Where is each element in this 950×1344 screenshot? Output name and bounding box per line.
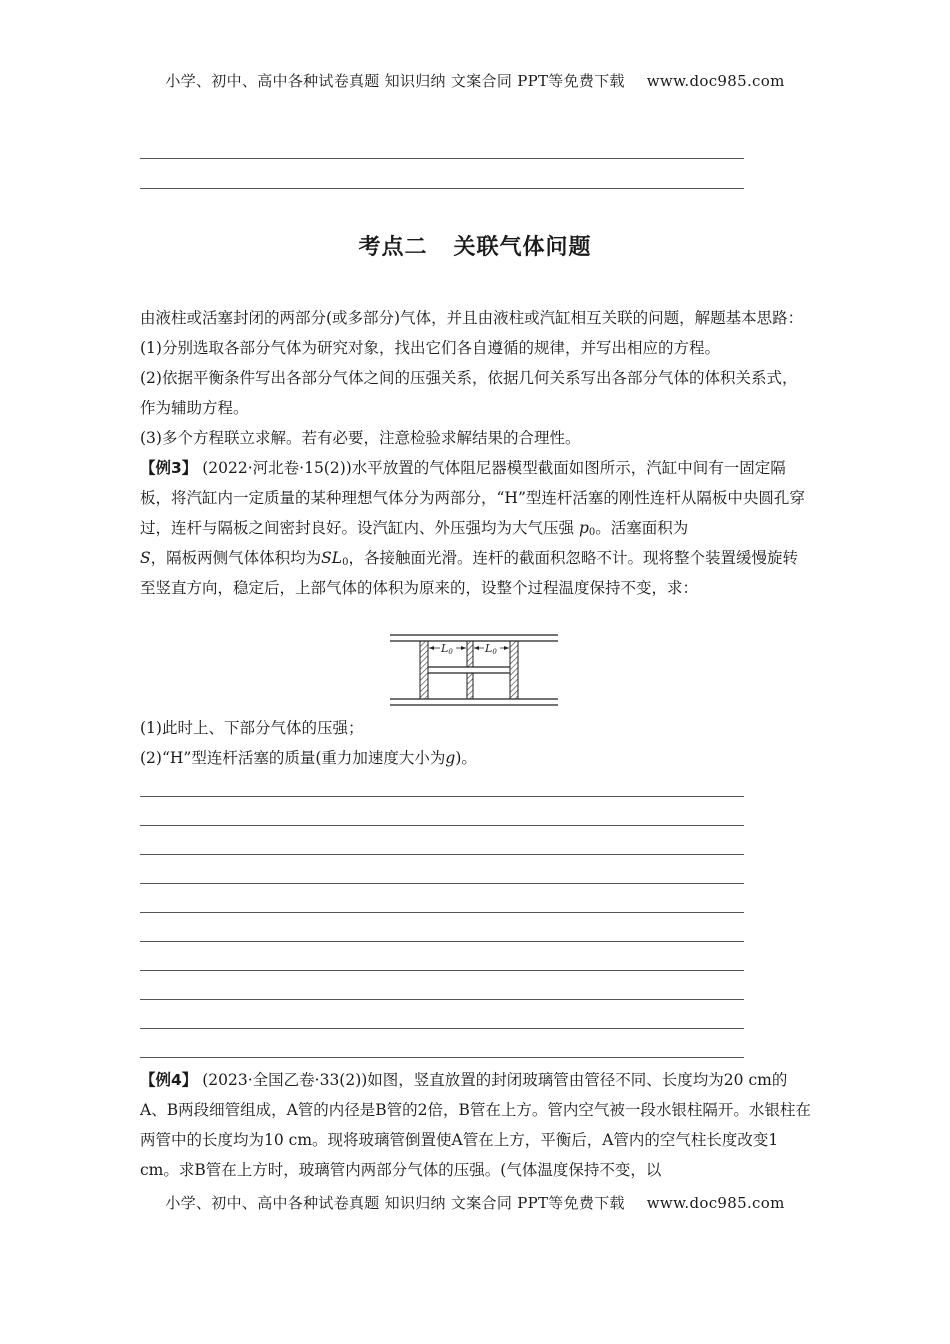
page-footer <box>0 1192 950 1213</box>
intro-paragraph: 由液柱或活塞封闭的两部分(或多部分)气体，并且由液柱或汽缸相互关联的问题，解题基本思路： <box>140 309 804 327</box>
header-text: 小学、初中、高中各种试卷真题 知识归纳 文案合同 PPT等免费下载 <box>165 72 625 90</box>
footer-text: 小学、初中、高中各种试卷真题 知识归纳 文案合同 PPT等免费下载 <box>165 1194 625 1212</box>
example-3-text: 【例3】 (2022·河北卷·15(2))水平放置的气体阻尼器模型截面如图所示，汽缸中间有一固定隔板，将汽缸内一定质量的某种理想气体分为两部分，“H”型连杆活塞的刚性连杆从隔板中央圆孔穿过，连杆与隔板之间密封良好。设汽缸内、外压强均为大气压强 $p_0$。活塞面积为 S，隔板两侧气体体积均为$SL_0$，各接触面光滑。连杆的截面积忽略不计。现将整个装置缓慢旋转至竖直方向，稳定后，上部气体的体积为原来的，设整个过程温度保持不变，求： <box>140 459 805 597</box>
intro-block <box>140 303 812 603</box>
left-piston <box>420 641 428 699</box>
dimension-label-left: L0 <box>441 642 453 656</box>
answer-line <box>140 999 744 1000</box>
page-header <box>0 70 950 91</box>
section-title-text: 关联气体问题 <box>453 235 592 260</box>
step-1: (1)分别选取各部分气体为研究对象，找出它们各自遵循的规律，并写出相应的方程。 <box>140 339 720 357</box>
answer-line <box>140 825 744 826</box>
section-title <box>0 230 950 261</box>
answer-line <box>140 854 744 855</box>
step-3: (3)多个方程联立求解。若有必要，注意检验求解结果的合理性。 <box>140 429 581 447</box>
example-3-tag: 【例3】 <box>140 459 198 477</box>
answer-line <box>140 883 744 884</box>
section-title-number: 考点二 <box>358 235 428 260</box>
answer-line <box>140 1057 744 1058</box>
answer-line <box>140 188 744 189</box>
question-1: (1)此时上、下部分气体的压强； <box>140 719 364 737</box>
answer-line <box>140 158 744 159</box>
answer-line <box>140 941 744 942</box>
example-3-questions <box>140 713 812 773</box>
example-4-block <box>140 1065 812 1185</box>
right-piston <box>510 641 518 699</box>
footer-site: www.doc985.com <box>646 1194 785 1212</box>
answer-line <box>140 912 744 913</box>
damper-diagram <box>388 633 560 709</box>
question-2: (2)“H”型连杆活塞的质量(重力加速度大小为g)。 <box>140 749 477 767</box>
example-4-text: 【例4】 (2023·全国乙卷·33(2))如图，竖直放置的封闭玻璃管由管径不同、长度均为20 cm的A、B两段细管组成，A管的内径是B管的2倍，B管在上方。管内空气被一段水银柱隔开。水银柱在两管中的长度均为10 cm。现将玻璃管倒置使A管在上方，平衡后，A管内的空气柱长度改变1 cm。求B管在上方时，玻璃管内两部分气体的压强。(气体温度保持不变，以 <box>140 1071 811 1179</box>
header-site: www.doc985.com <box>646 72 785 90</box>
step-2: (2)依据平衡条件写出各部分气体之间的压强关系，依据几何关系写出各部分气体的体积关系式，作为辅助方程。 <box>140 369 798 417</box>
dimension-label-right: L0 <box>485 642 497 656</box>
answer-line <box>140 796 744 797</box>
answer-line <box>140 970 744 971</box>
answer-line <box>140 1028 744 1029</box>
partition <box>467 641 473 667</box>
example-4-tag: 【例4】 <box>140 1071 198 1089</box>
